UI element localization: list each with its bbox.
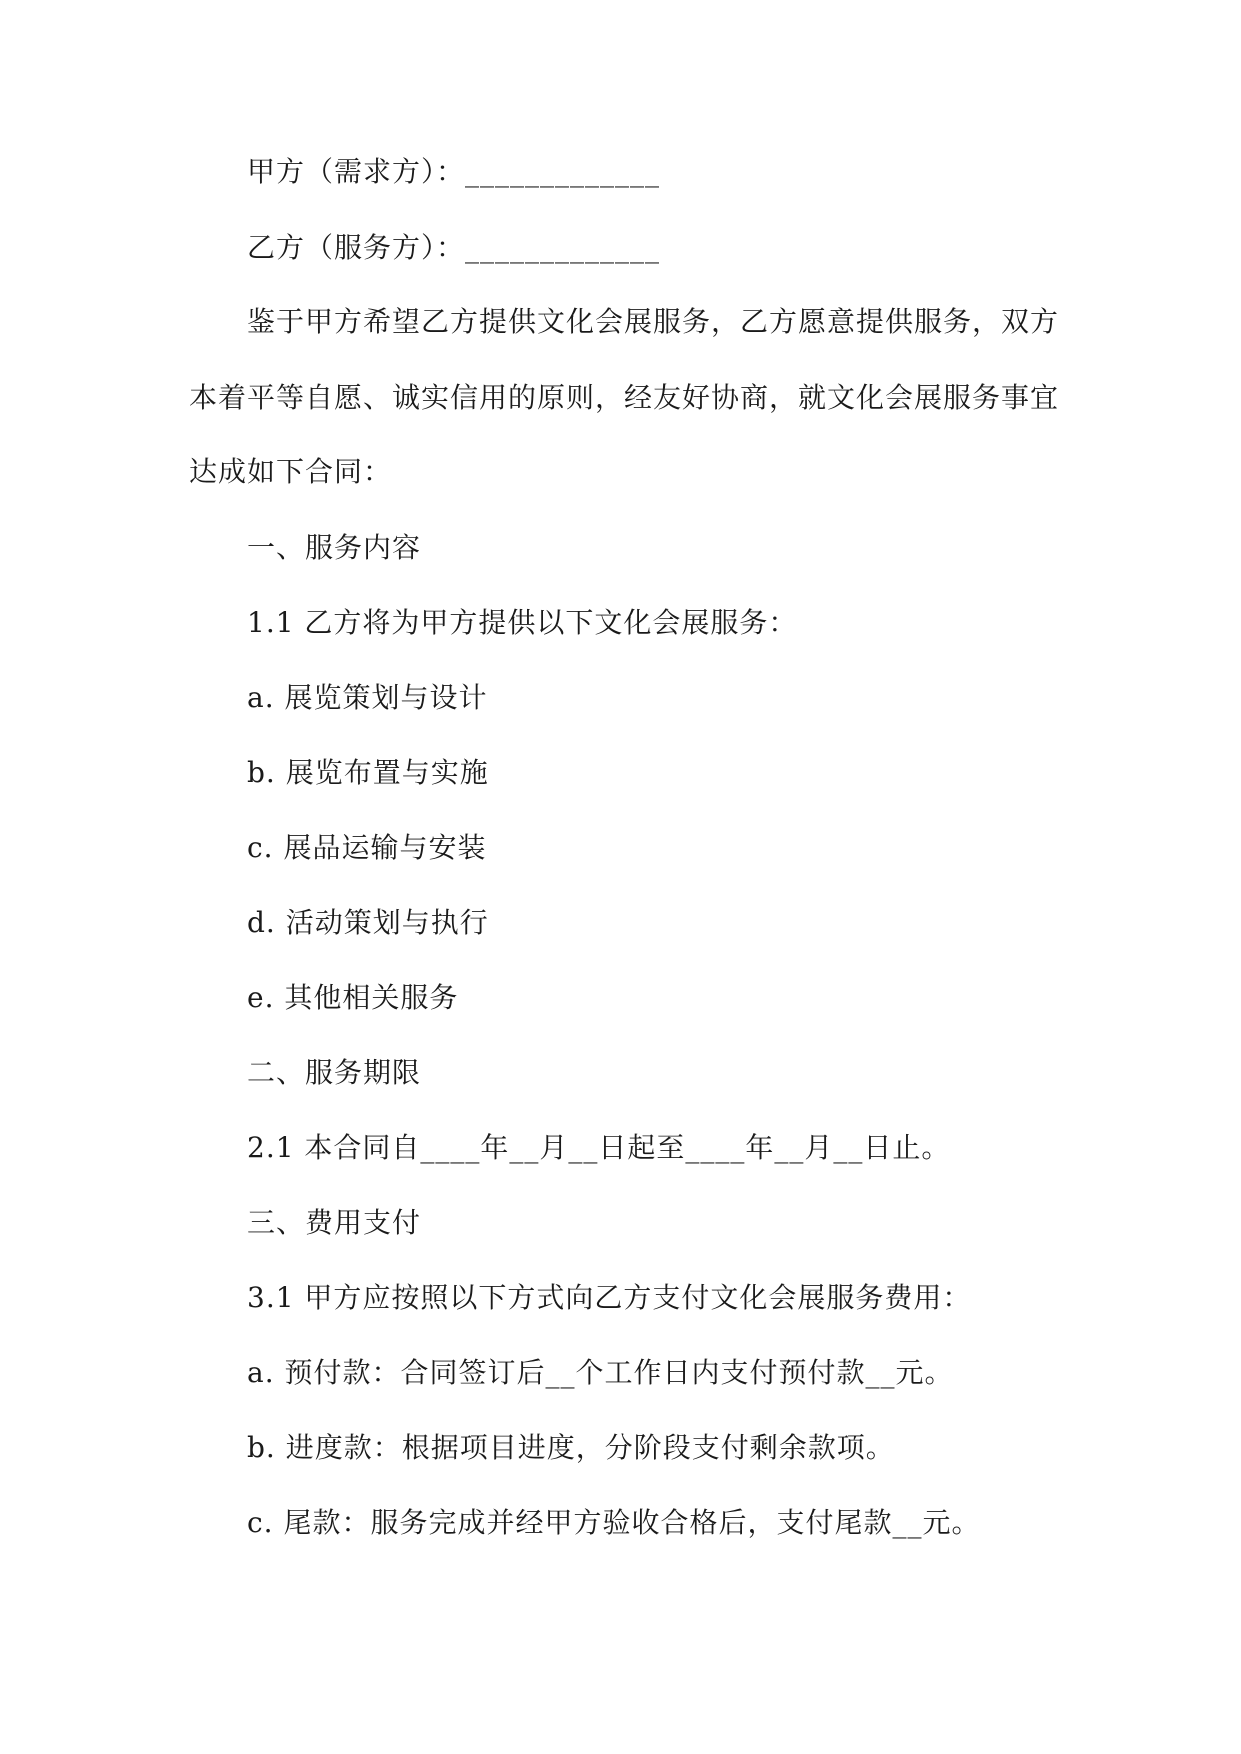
preamble-line-2: 本着平等自愿、诚实信用的原则，经友好协商，就文化会展服务事宜	[189, 381, 1060, 414]
preamble-line-3: 达成如下合同：	[189, 455, 393, 488]
section-3-heading: 三、费用支付	[247, 1206, 422, 1239]
clause-2-1: 2.1 本合同自____年__月__日起至____年__月__日止。	[247, 1131, 951, 1164]
list-item-c: c. 展品运输与安装	[247, 831, 487, 864]
section-2-heading: 二、服务期限	[247, 1056, 422, 1089]
party-a-line: 甲方（需求方）：_____________	[247, 155, 661, 188]
list-item-e: e. 其他相关服务	[247, 981, 459, 1014]
payment-item-a: a. 预付款：合同签订后__个工作日内支付预付款__元。	[247, 1356, 954, 1389]
party-b-line: 乙方（服务方）：_____________	[247, 231, 661, 264]
payment-item-b: b. 进度款：根据项目进度，分阶段支付剩余款项。	[247, 1431, 895, 1464]
preamble-line-1: 鉴于甲方希望乙方提供文化会展服务，乙方愿意提供服务，双方	[247, 305, 1060, 338]
payment-item-c: c. 尾款：服务完成并经甲方验收合格后，支付尾款__元。	[247, 1506, 981, 1539]
section-1-heading: 一、服务内容	[247, 531, 422, 564]
clause-1-1: 1.1 乙方将为甲方提供以下文化会展服务：	[247, 606, 798, 639]
clause-3-1: 3.1 甲方应按照以下方式向乙方支付文化会展服务费用：	[247, 1281, 972, 1314]
list-item-d: d. 活动策划与执行	[247, 906, 489, 939]
list-item-b: b. 展览布置与实施	[247, 756, 489, 789]
list-item-a: a. 展览策划与设计	[247, 681, 488, 714]
